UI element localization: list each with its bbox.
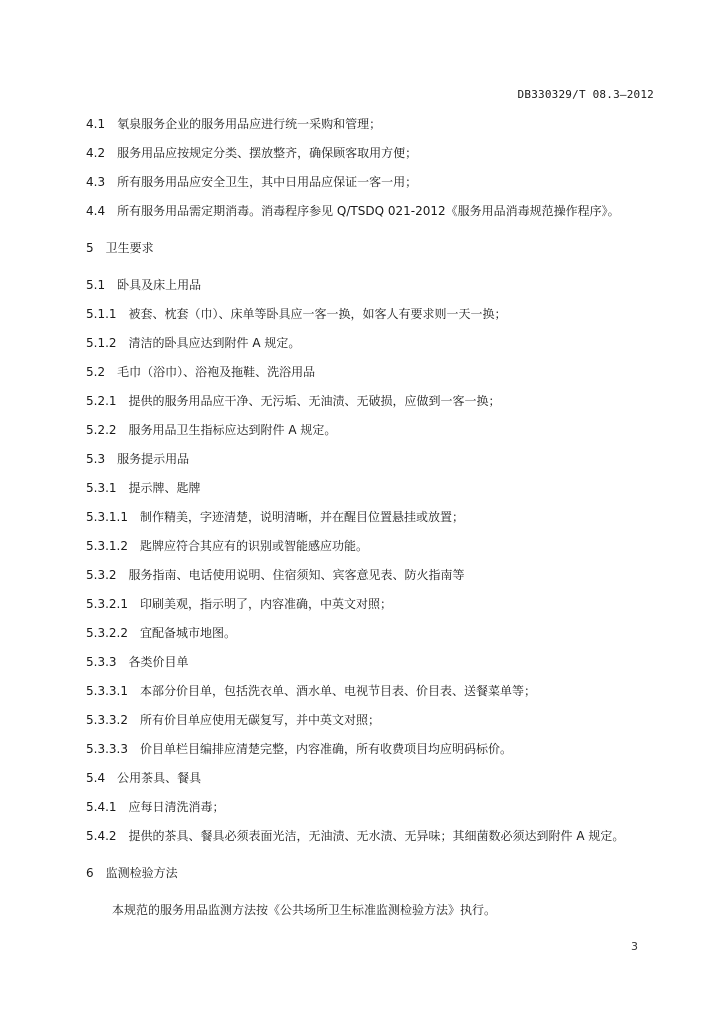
clause-5-3-3-2: 5.3.3.2 所有价目单应使用无碳复写，并中英文对照； (86, 713, 380, 727)
section-6-paragraph: 本规范的服务用品监测方法按《公共场所卫生标准监测检验方法》执行。 (112, 903, 497, 917)
clause-5-3-2-1: 5.3.2.1 印刷美观，指示明了，内容准确，中英文对照； (86, 597, 392, 611)
clause-5-3-2: 5.3.2 服务指南、电话使用说明、住宿须知、宾客意见表、防火指南等 (86, 568, 465, 582)
clause-4-3: 4.3 所有服务用品应安全卫生，其中日用品应保证一客一用； (86, 175, 418, 189)
clause-5-1-1: 5.1.1 被套、枕套（巾）、床单等卧具应一客一换，如客人有要求则一天一换； (86, 307, 507, 321)
section-5-heading: 5 卫生要求 (86, 241, 154, 255)
clause-5-3-3-1: 5.3.3.1 本部分价目单，包括洗衣单、酒水单、电视节目表、价目表、送餐菜单等； (86, 684, 536, 698)
clause-5-2: 5.2 毛巾（浴巾）、浴袍及拖鞋、洗浴用品 (86, 365, 316, 379)
clause-4-2: 4.2 服务用品应按规定分类、摆放整齐，确保顾客取用方便； (86, 146, 418, 160)
clause-4-1: 4.1 氡泉服务企业的服务用品应进行统一采购和管理； (86, 117, 382, 131)
clause-5-4: 5.4 公用茶具、餐具 (86, 771, 202, 785)
clause-5-3-1-1: 5.3.1.1 制作精美，字迹清楚，说明清晰，并在醒目位置悬挂或放置； (86, 510, 464, 524)
clause-5-2-2: 5.2.2 服务用品卫生指标应达到附件 A 规定。 (86, 423, 337, 437)
header-doc-code: DB330329/T 08.3—2012 (517, 88, 654, 101)
clause-5-3-1-2: 5.3.1.2 匙牌应符合其应有的识别或智能感应功能。 (86, 539, 368, 553)
section-6-heading: 6 监测检验方法 (86, 866, 178, 880)
clause-5-4-1: 5.4.1 应每日清洗消毒； (86, 800, 225, 814)
clause-5-1: 5.1 卧具及床上用品 (86, 278, 202, 292)
clause-4-4: 4.4 所有服务用品需定期消毒。消毒程序参见 Q/TSDQ 021-2012《服务用品消毒规范操作程序》。 (86, 204, 620, 218)
clause-5-1-2: 5.1.2 清洁的卧具应达到附件 A 规定。 (86, 336, 301, 350)
clause-5-3: 5.3 服务提示用品 (86, 452, 190, 466)
clause-5-3-2-2: 5.3.2.2 宜配备城市地图。 (86, 626, 236, 640)
page-number: 3 (631, 940, 638, 953)
clause-5-2-1: 5.2.1 提供的服务用品应干净、无污垢、无油渍、无破损，应做到一客一换； (86, 394, 501, 408)
clause-5-3-1: 5.3.1 提示牌、匙牌 (86, 481, 201, 495)
clause-5-3-3-3: 5.3.3.3 价目单栏目编排应清楚完整，内容准确，所有收费项目均应明码标价。 (86, 742, 512, 756)
clause-5-3-3: 5.3.3 各类价目单 (86, 655, 189, 669)
clause-5-4-2: 5.4.2 提供的茶具、餐具必须表面光洁，无油渍、无水渍、无异味；其细菌数必须达到附件 A 规定。 (86, 829, 625, 843)
